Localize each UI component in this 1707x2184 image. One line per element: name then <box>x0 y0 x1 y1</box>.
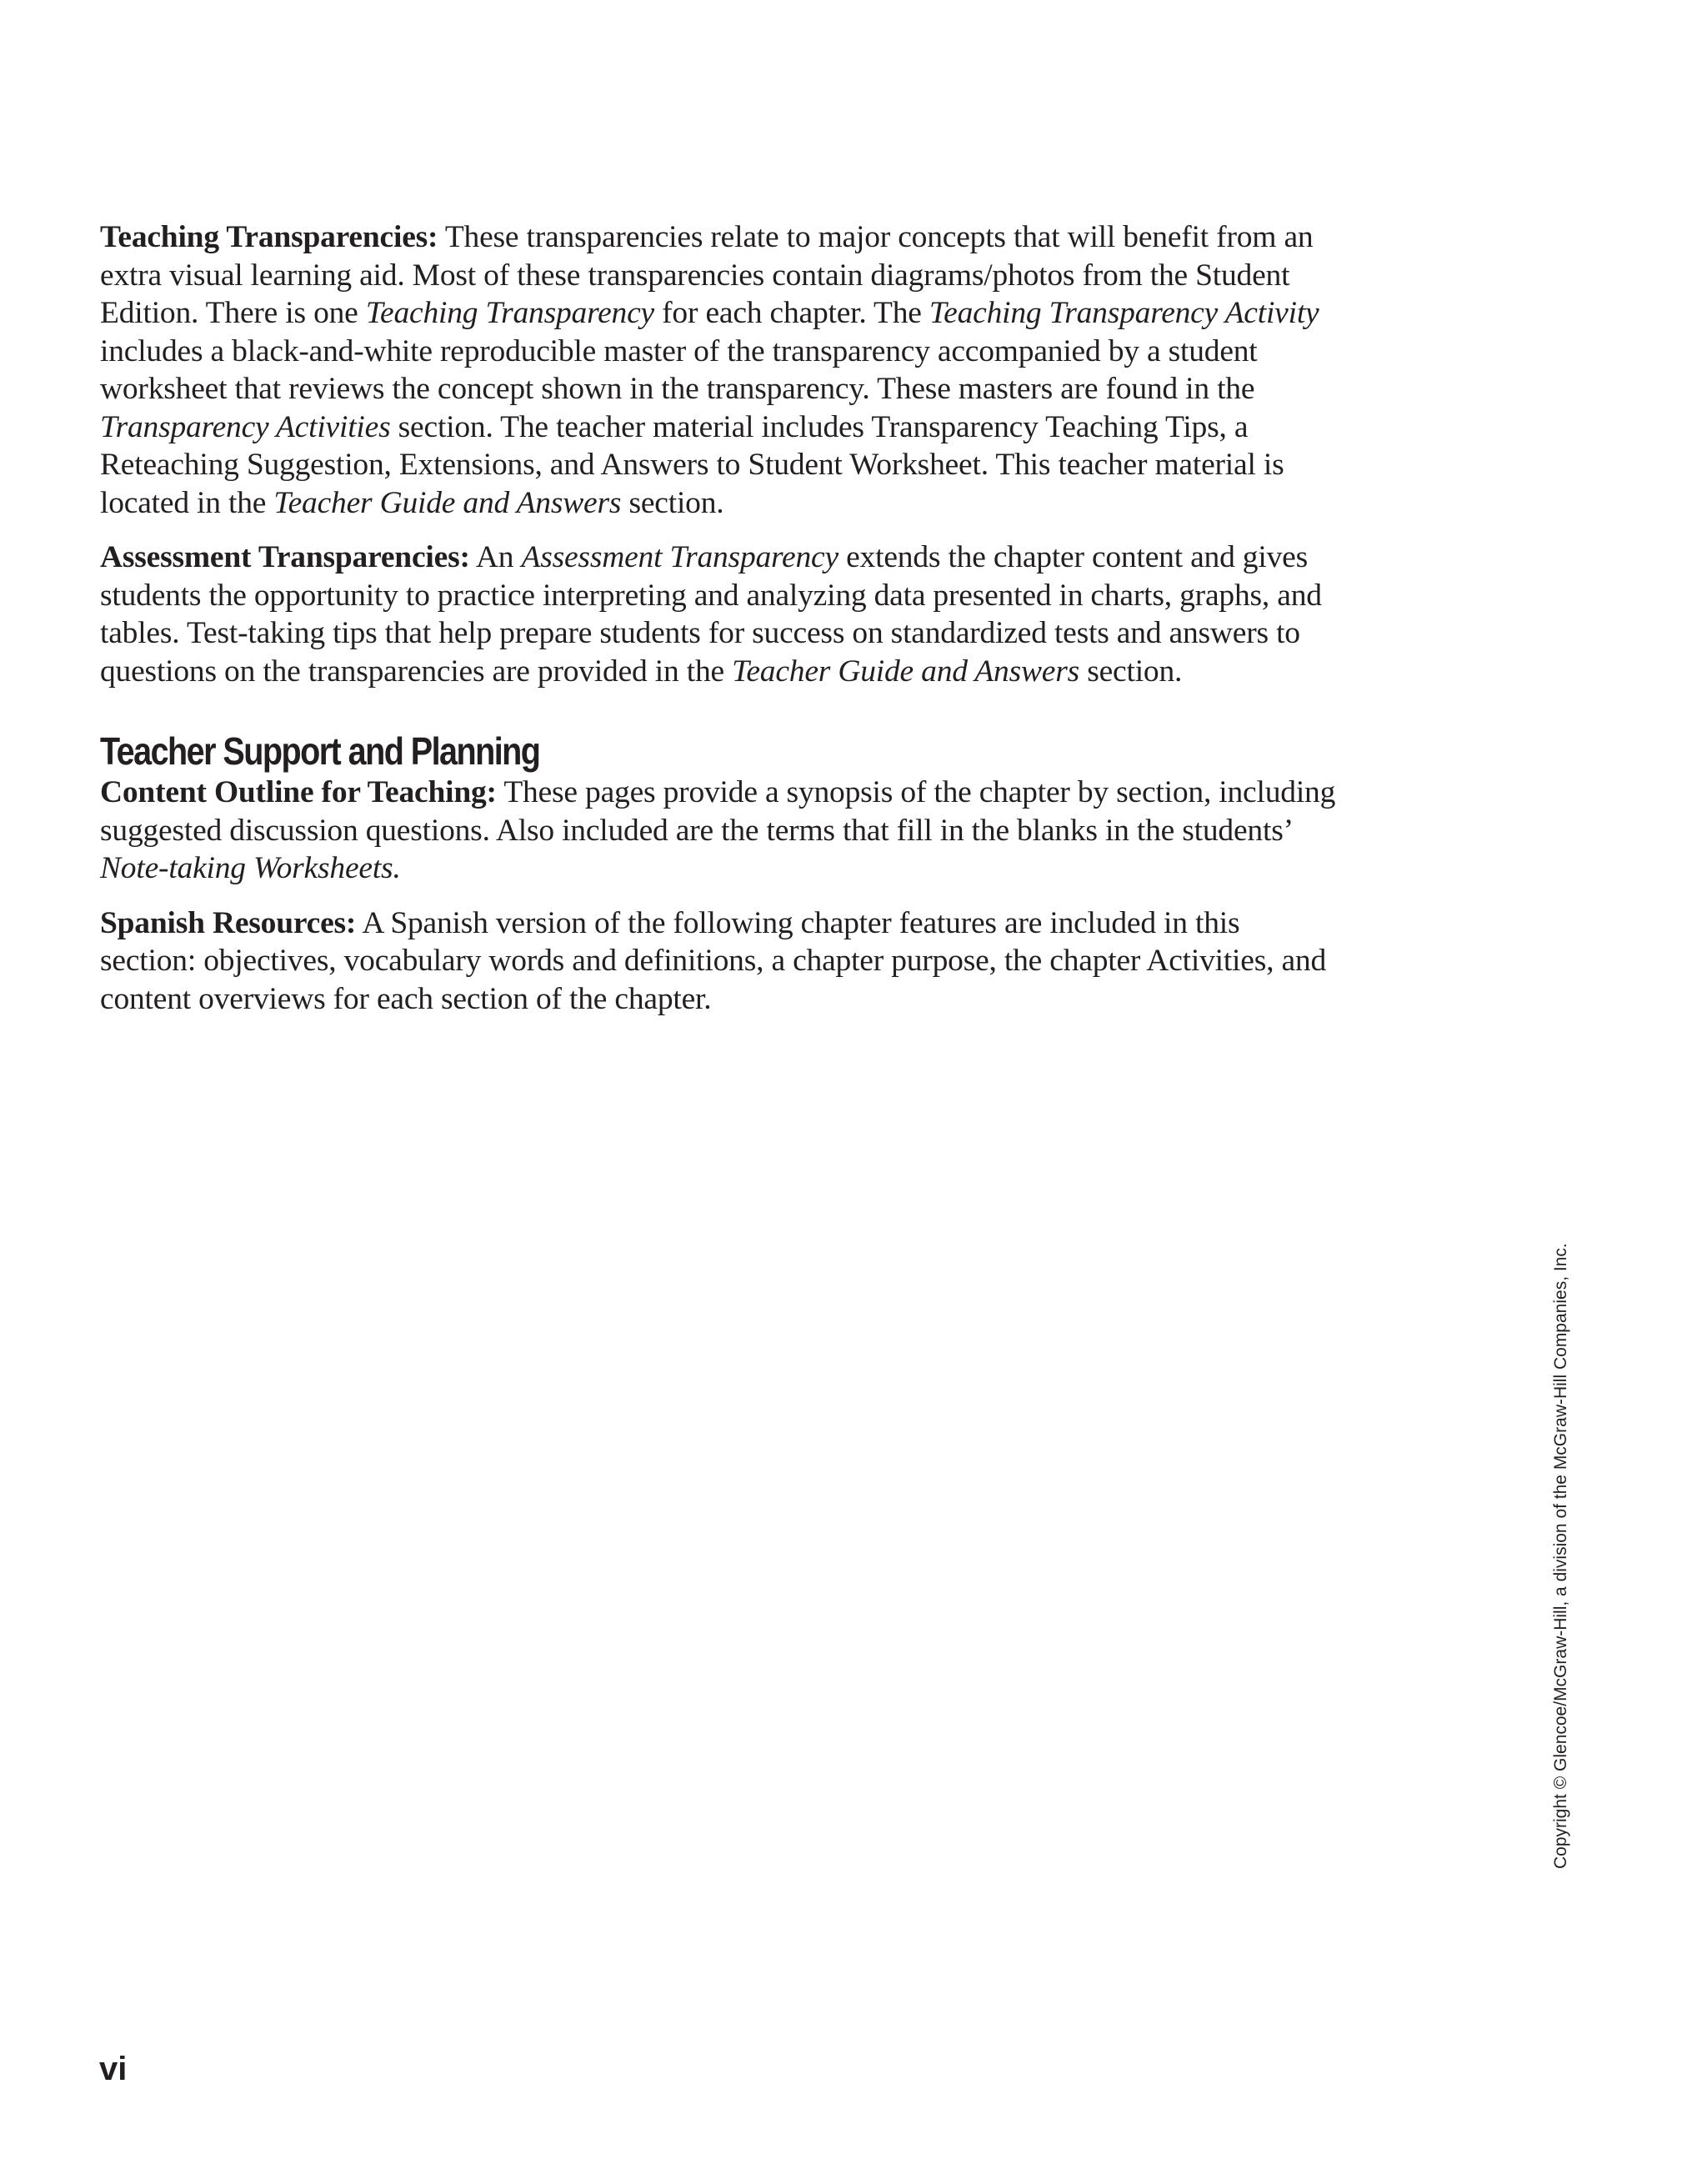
italic-title-run: Assessment Transparency <box>521 540 838 574</box>
spanish-resources-paragraph <box>100 904 1342 1019</box>
content-outline-paragraph <box>100 774 1342 888</box>
text-run: includes a black-and-white reproducible master of the transparency accompanied by a student worksheet that reviews the concept shown in the transparency. These masters are found in the <box>100 333 1258 406</box>
italic-title-run: Teacher Guide and Answers <box>273 485 622 520</box>
text-run: A Spanish version of the following chapter features are included in this section: objectives, vocabulary words and definitions, a chapter purpose, the chapter Activities, and content overviews for each section of the chapter. <box>100 905 1327 1016</box>
text-run: extends the chapter content and gives students the opportunity to practice interpreting and analyzing data presented in charts, graphs, and tables. Test-taking tips that help prepare students for success on standardized tests and answers to questions on the transparencies are provided in the <box>100 540 1322 689</box>
text-run: An <box>469 540 522 574</box>
copyright-notice: Copyright © Glencoe/McGraw-Hill, a division of the McGraw-Hill Companies, Inc. <box>1551 1243 1570 1869</box>
text-run: for each chapter. The <box>653 296 929 330</box>
assessment-transparencies-paragraph <box>100 538 1342 690</box>
italic-title-run: Transparency Activities <box>100 409 391 444</box>
text-run: section. The teacher material includes Transparency Teaching Tips, a Reteaching Suggestion, Extensions, and Answers to Student Worksheet. This teacher material is located in the <box>100 409 1284 520</box>
italic-title-run: Note-taking Worksheets. <box>100 851 401 885</box>
document-body <box>100 218 1342 1034</box>
text-run: section. <box>621 485 724 520</box>
assessment-transparencies-lead: Assessment Transparencies: <box>100 540 470 574</box>
italic-title-run: Teaching Transparency <box>365 296 654 330</box>
teaching-transparencies-lead: Teaching Transparencies: <box>100 220 438 254</box>
italic-title-run: Teacher Guide and Answers <box>732 654 1080 689</box>
text-run: These transparencies relate to major concepts that will benefit from an extra visual learning aid. Most of these transparencies contain diagrams/photos from the Student Edition. There is one <box>100 220 1314 330</box>
italic-title-run: Teaching Transparency Activity <box>929 296 1319 330</box>
content-outline-lead: Content Outline for Teaching: <box>100 775 497 809</box>
teaching-transparencies-paragraph <box>100 218 1342 522</box>
text-run: section. <box>1079 654 1183 689</box>
page-number: vi <box>99 2051 128 2087</box>
section-heading: Teacher Support and Planning <box>100 729 540 773</box>
text-run: These pages provide a synopsis of the chapter by section, including suggested discussion questions. Also included are the terms that fill in the blanks in the students’ <box>100 775 1336 848</box>
spanish-resources-lead: Spanish Resources: <box>100 905 357 940</box>
